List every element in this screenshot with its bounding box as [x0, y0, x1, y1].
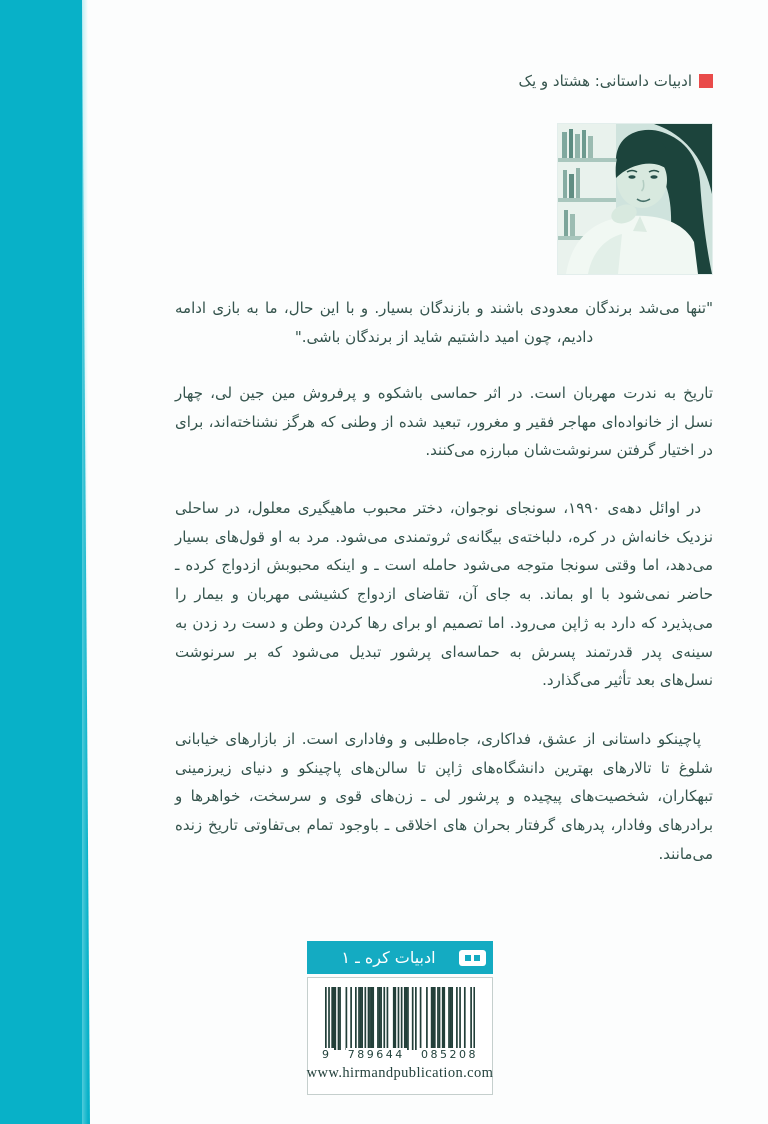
series-label: ادبیات کره ـ ۱	[341, 948, 436, 967]
category-marker-icon	[699, 74, 713, 88]
isbn-number	[320, 1048, 480, 1061]
category-label: ادبیات داستانی: هشتاد و یک	[518, 72, 692, 90]
category-row	[519, 72, 713, 90]
synopsis-paragraph: تاریخ به ندرت مهربان است. در اثر حماسی باشکوه و پرفروش مین جین لی، چهار نسل از خانواده‌ای مهاجر فقیر و مغرور، تبعید شده از وطنی که هرگز نشناخته‌اند، برای در اختیار گرفتن سرنوشت‌شان مبارزه می‌کنند.	[175, 384, 713, 460]
two-squares-icon	[459, 950, 486, 966]
footer-block	[307, 941, 493, 1095]
review-quote: "تنها می‌شد برندگان معدودی باشند و بازندگان بسیار. و با این حال، ما به بازی ادامه دادیم، چون امید داشتیم شاید از برندگان باشی."	[175, 299, 713, 346]
spine	[0, 0, 90, 1124]
author-portrait-illustration	[558, 124, 712, 274]
isbn-check-digit: 9	[322, 1048, 332, 1061]
synopsis-paragraph: در اوائل دهه‌ی ۱۹۹۰، سونجای نوجوان، دختر محبوب ماهیگیری معلول، در ساحلی نزدیک خانه‌اش در کره، دلباخته‌ی بیگانه‌ی ثروتمندی می‌شود. مرد به او قول‌های بسیار می‌دهد، اما وقتی سونجا متوجه می‌شود حامله است ـ و اینکه محبوبش ازدواج کرده ـ حاضر نمی‌شود با او بماند. به جای آن، تقاضای ازدواج کشیشی مهربان و بیمار را می‌پذیرد که دارد به ژاپن می‌رود. اما تصمیم او برای رها کردن وطن و دست رد زدن به سینه‌ی پدر قدرتمند پسرش به حماسه‌ای پرشور تبدیل می‌شود که بر سرنوشت نسل‌های بعد تأثیر می‌گذارد.	[175, 499, 713, 690]
isbn-group-left: 789644	[347, 1048, 405, 1061]
series-bar	[307, 941, 493, 974]
barcode-box	[307, 977, 493, 1095]
author-photo	[558, 124, 712, 274]
publisher-url: www.hirmandpublication.com	[306, 1065, 494, 1081]
synopsis-paragraph: پاچینکو داستانی از عشق، فداکاری، جاه‌طلبی و وفاداری است. از بازارهای خیابانی شلوغ تا تالارهای بهترین دانشگاه‌های ژاپن تا سالن‌های پاچینکو و دنیای زیرزمینی تبهکاران، شخصیت‌های پیچیده و پرشور لی ـ زن‌های قوی و سرسخت، خواهرها و برادرهای وفادار، پدرهای گرفتار بحران های اخلاقی ـ باوجود تمام بی‌تفاوتی تاریخ زنده می‌مانند.	[175, 730, 713, 863]
isbn-group-right: 085208	[421, 1048, 478, 1061]
